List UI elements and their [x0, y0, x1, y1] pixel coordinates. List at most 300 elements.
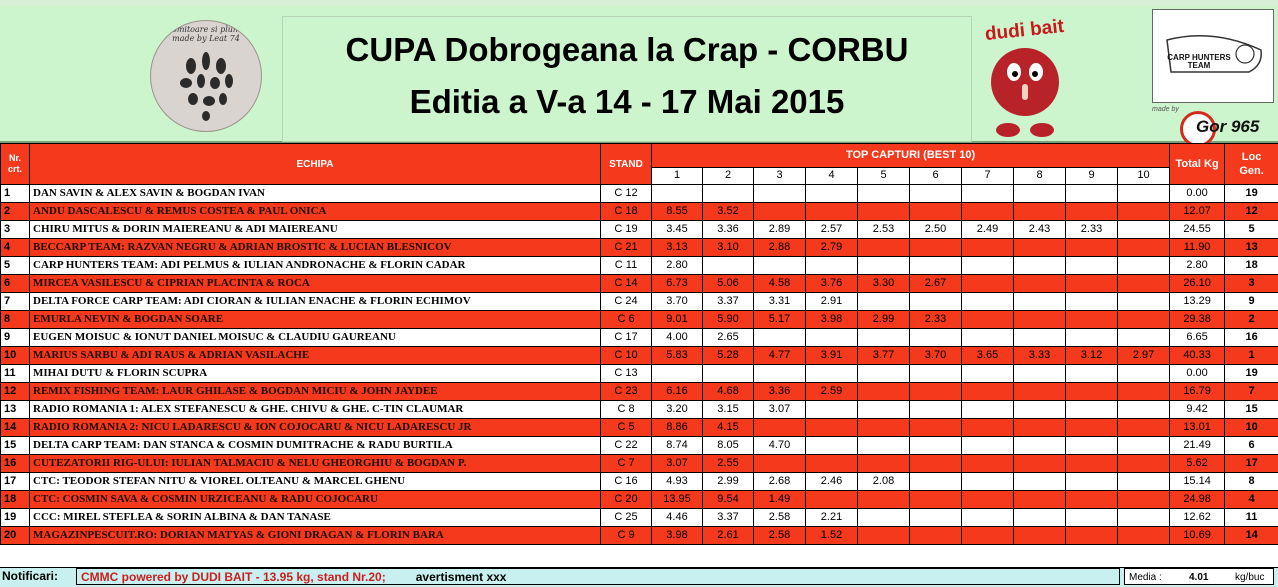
row-total: 0.00	[1170, 185, 1225, 203]
row-loc: 10	[1225, 419, 1278, 437]
row-capture-5	[858, 203, 910, 221]
row-nr: 16	[1, 455, 30, 473]
row-capture-7	[962, 527, 1014, 545]
row-team: BECCARP TEAM: RAZVAN NEGRU & ADRIAN BROSTIC & LUCIAN BLESNICOV	[30, 239, 601, 257]
media-label: Media :	[1129, 569, 1162, 586]
row-capture-8	[1014, 419, 1066, 437]
row-loc: 2	[1225, 311, 1278, 329]
row-team: ANDU DASCALESCU & REMUS COSTEA & PAUL ONICA	[30, 203, 601, 221]
row-nr: 20	[1, 527, 30, 545]
row-capture-9	[1066, 275, 1118, 293]
row-stand: C 14	[601, 275, 652, 293]
table-row	[1, 509, 1278, 527]
row-capture-9	[1066, 455, 1118, 473]
row-capture-10	[1118, 383, 1170, 401]
row-loc: 6	[1225, 437, 1278, 455]
notification-bar	[0, 567, 1278, 587]
row-capture-4	[806, 491, 858, 509]
media-unit: kg/buc	[1235, 569, 1264, 586]
row-loc: 3	[1225, 275, 1278, 293]
row-nr: 9	[1, 329, 30, 347]
results-table	[0, 143, 1278, 545]
row-capture-3	[754, 365, 806, 383]
row-capture-2: 3.52	[703, 203, 754, 221]
lead-weights-icon	[151, 21, 261, 131]
col-capture-10-header: 10	[1118, 167, 1170, 184]
col-team-header: ECHIPA	[30, 144, 601, 185]
row-capture-1: 8.55	[652, 203, 703, 221]
row-team: DAN SAVIN & ALEX SAVIN & BOGDAN IVAN	[30, 185, 601, 203]
row-capture-4: 1.52	[806, 527, 858, 545]
row-capture-3	[754, 455, 806, 473]
col-capture-6-header: 6	[910, 167, 962, 184]
row-nr: 10	[1, 347, 30, 365]
row-capture-8	[1014, 239, 1066, 257]
row-capture-10	[1118, 491, 1170, 509]
row-capture-4	[806, 455, 858, 473]
row-nr: 14	[1, 419, 30, 437]
row-capture-4	[806, 185, 858, 203]
col-capture-7-header: 7	[962, 167, 1014, 184]
row-capture-10	[1118, 239, 1170, 257]
page-subtitle: Editia a V-a 14 - 17 Mai 2015	[283, 83, 971, 121]
row-total: 13.01	[1170, 419, 1225, 437]
row-team: CCC: MIREL STEFLEA & SORIN ALBINA & DAN TANASE	[30, 509, 601, 527]
row-capture-10	[1118, 509, 1170, 527]
row-nr: 11	[1, 365, 30, 383]
row-loc: 17	[1225, 455, 1278, 473]
row-capture-3: 4.77	[754, 347, 806, 365]
row-total: 10.69	[1170, 527, 1225, 545]
row-capture-3: 2.58	[754, 509, 806, 527]
row-stand: C 24	[601, 293, 652, 311]
row-capture-5: 2.53	[858, 221, 910, 239]
row-capture-6	[910, 329, 962, 347]
row-capture-9	[1066, 311, 1118, 329]
row-stand: C 22	[601, 437, 652, 455]
row-capture-5: 2.08	[858, 473, 910, 491]
row-team: CARP HUNTERS TEAM: ADI PELMUS & IULIAN ANDRONACHE & FLORIN CADAR	[30, 257, 601, 275]
row-capture-5	[858, 437, 910, 455]
row-capture-1: 4.46	[652, 509, 703, 527]
row-stand: C 10	[601, 347, 652, 365]
row-capture-10	[1118, 275, 1170, 293]
row-capture-4: 2.57	[806, 221, 858, 239]
row-capture-1: 3.70	[652, 293, 703, 311]
row-capture-7	[962, 329, 1014, 347]
col-top-header: TOP CAPTURI (BEST 10)	[652, 144, 1170, 168]
table-row	[1, 221, 1278, 239]
row-capture-4: 3.91	[806, 347, 858, 365]
row-total: 2.80	[1170, 257, 1225, 275]
row-stand: C 7	[601, 455, 652, 473]
notification-warning: avertisment xxx	[416, 570, 507, 584]
row-capture-5	[858, 491, 910, 509]
row-capture-3	[754, 329, 806, 347]
row-capture-10	[1118, 329, 1170, 347]
row-capture-7	[962, 185, 1014, 203]
dudi-logo-text: dudi bait	[984, 16, 1066, 45]
row-capture-1	[652, 365, 703, 383]
row-capture-10	[1118, 455, 1170, 473]
row-capture-7	[962, 365, 1014, 383]
row-capture-9	[1066, 401, 1118, 419]
row-stand: C 21	[601, 239, 652, 257]
table-row	[1, 347, 1278, 365]
row-stand: C 11	[601, 257, 652, 275]
row-capture-7	[962, 419, 1014, 437]
row-loc: 1	[1225, 347, 1278, 365]
row-capture-1: 6.16	[652, 383, 703, 401]
row-total: 40.33	[1170, 347, 1225, 365]
row-team: RADIO ROMANIA 2: NICU LADARESCU & ION COJOCARU & NICU LADARESCU JR	[30, 419, 601, 437]
table-row	[1, 185, 1278, 203]
row-team: DELTA CARP TEAM: DAN STANCA & COSMIN DUMITRACHE & RADU BURTILA	[30, 437, 601, 455]
row-capture-1: 8.74	[652, 437, 703, 455]
row-capture-1: 4.00	[652, 329, 703, 347]
row-total: 6.65	[1170, 329, 1225, 347]
media-box	[1124, 568, 1274, 585]
row-capture-5	[858, 329, 910, 347]
row-capture-8	[1014, 491, 1066, 509]
row-capture-5	[858, 401, 910, 419]
dudi-bait-logo	[978, 14, 1073, 142]
row-capture-1: 3.07	[652, 455, 703, 473]
row-capture-2: 2.65	[703, 329, 754, 347]
row-capture-8	[1014, 455, 1066, 473]
row-nr: 15	[1, 437, 30, 455]
row-capture-2: 4.68	[703, 383, 754, 401]
table-row	[1, 203, 1278, 221]
row-capture-4	[806, 419, 858, 437]
row-capture-5	[858, 383, 910, 401]
made-by-label: made by	[1152, 106, 1179, 113]
row-capture-1: 2.80	[652, 257, 703, 275]
table-row	[1, 473, 1278, 491]
row-capture-7	[962, 491, 1014, 509]
row-total: 12.07	[1170, 203, 1225, 221]
row-loc: 5	[1225, 221, 1278, 239]
row-capture-6	[910, 185, 962, 203]
row-capture-2	[703, 185, 754, 203]
row-total: 24.98	[1170, 491, 1225, 509]
row-nr: 8	[1, 311, 30, 329]
col-capture-1-header: 1	[652, 167, 703, 184]
row-capture-7: 2.49	[962, 221, 1014, 239]
row-capture-4: 2.46	[806, 473, 858, 491]
row-stand: C 25	[601, 509, 652, 527]
row-total: 21.49	[1170, 437, 1225, 455]
table-row	[1, 311, 1278, 329]
lead-weights-logo	[150, 20, 262, 132]
col-capture-2-header: 2	[703, 167, 754, 184]
row-capture-3: 2.68	[754, 473, 806, 491]
row-loc: 7	[1225, 383, 1278, 401]
row-nr: 5	[1, 257, 30, 275]
row-capture-4	[806, 203, 858, 221]
row-capture-8	[1014, 383, 1066, 401]
row-nr: 19	[1, 509, 30, 527]
row-capture-7	[962, 473, 1014, 491]
header-row	[1, 144, 1278, 168]
row-nr: 7	[1, 293, 30, 311]
row-capture-7	[962, 401, 1014, 419]
row-capture-1: 6.73	[652, 275, 703, 293]
notification-label: Notificari:	[2, 568, 58, 585]
row-capture-3: 4.70	[754, 437, 806, 455]
row-capture-9: 3.12	[1066, 347, 1118, 365]
row-capture-8: 2.43	[1014, 221, 1066, 239]
row-capture-7	[962, 455, 1014, 473]
row-team: CTC: TEODOR STEFAN NITU & VIOREL OLTEANU & MARCEL GHENU	[30, 473, 601, 491]
row-capture-9	[1066, 473, 1118, 491]
row-capture-5	[858, 365, 910, 383]
row-stand: C 18	[601, 203, 652, 221]
row-loc: 11	[1225, 509, 1278, 527]
row-capture-1: 9.01	[652, 311, 703, 329]
media-value: 4.01	[1189, 569, 1208, 586]
row-capture-10	[1118, 527, 1170, 545]
row-capture-7	[962, 509, 1014, 527]
table-row	[1, 275, 1278, 293]
row-nr: 2	[1, 203, 30, 221]
row-stand: C 9	[601, 527, 652, 545]
row-capture-6	[910, 383, 962, 401]
row-capture-5	[858, 509, 910, 527]
row-team: CHIRU MITUS & DORIN MAIEREANU & ADI MAIEREANU	[30, 221, 601, 239]
row-capture-9	[1066, 527, 1118, 545]
row-capture-1: 3.13	[652, 239, 703, 257]
row-total: 29.38	[1170, 311, 1225, 329]
row-capture-6: 2.50	[910, 221, 962, 239]
row-capture-9	[1066, 437, 1118, 455]
row-total: 24.55	[1170, 221, 1225, 239]
row-capture-2: 2.55	[703, 455, 754, 473]
row-capture-5	[858, 455, 910, 473]
row-capture-9	[1066, 257, 1118, 275]
row-capture-1: 8.86	[652, 419, 703, 437]
row-capture-2: 3.37	[703, 293, 754, 311]
row-capture-2: 5.28	[703, 347, 754, 365]
row-capture-2: 8.05	[703, 437, 754, 455]
row-capture-9	[1066, 509, 1118, 527]
row-capture-6	[910, 527, 962, 545]
row-capture-7: 3.65	[962, 347, 1014, 365]
row-capture-6	[910, 401, 962, 419]
row-capture-10	[1118, 203, 1170, 221]
row-stand: C 6	[601, 311, 652, 329]
col-capture-5-header: 5	[858, 167, 910, 184]
row-capture-10: 2.97	[1118, 347, 1170, 365]
row-capture-3: 2.89	[754, 221, 806, 239]
row-capture-4: 3.98	[806, 311, 858, 329]
row-team: MAGAZINPESCUIT.RO: DORIAN MATYAS & GIONI DRAGAN & FLORIN BARA	[30, 527, 601, 545]
row-team: MIHAI DUTU & FLORIN SCUPRA	[30, 365, 601, 383]
row-capture-2	[703, 257, 754, 275]
logo-left-caption: Momitoare si plumbi made by Leat 74	[157, 25, 255, 43]
row-capture-3: 2.58	[754, 527, 806, 545]
row-capture-2: 3.15	[703, 401, 754, 419]
table-row	[1, 293, 1278, 311]
row-capture-2: 4.15	[703, 419, 754, 437]
row-stand: C 16	[601, 473, 652, 491]
row-nr: 17	[1, 473, 30, 491]
col-capture-4-header: 4	[806, 167, 858, 184]
col-stand-header: STAND	[601, 144, 652, 185]
row-capture-8	[1014, 509, 1066, 527]
row-capture-9	[1066, 329, 1118, 347]
col-capture-3-header: 3	[754, 167, 806, 184]
results-body	[1, 185, 1278, 545]
row-capture-7	[962, 383, 1014, 401]
row-capture-10	[1118, 419, 1170, 437]
row-capture-6	[910, 365, 962, 383]
row-team: EUGEN MOISUC & IONUT DANIEL MOISUC & CLAUDIU GAUREANU	[30, 329, 601, 347]
row-capture-2: 3.37	[703, 509, 754, 527]
row-stand: C 17	[601, 329, 652, 347]
table-row	[1, 455, 1278, 473]
row-capture-5	[858, 239, 910, 257]
table-row	[1, 239, 1278, 257]
row-nr: 1	[1, 185, 30, 203]
row-team: RADIO ROMANIA 1: ALEX STEFANESCU & GHE. CHIVU & GHE. C-TIN CLAUMAR	[30, 401, 601, 419]
row-capture-10	[1118, 365, 1170, 383]
row-capture-6	[910, 473, 962, 491]
row-loc: 16	[1225, 329, 1278, 347]
row-nr: 4	[1, 239, 30, 257]
row-total: 11.90	[1170, 239, 1225, 257]
row-capture-4	[806, 437, 858, 455]
row-capture-2: 2.99	[703, 473, 754, 491]
row-capture-4	[806, 401, 858, 419]
row-capture-8	[1014, 257, 1066, 275]
row-stand: C 19	[601, 221, 652, 239]
row-capture-8	[1014, 275, 1066, 293]
row-capture-10	[1118, 221, 1170, 239]
notification-text	[76, 568, 1120, 585]
row-nr: 6	[1, 275, 30, 293]
row-capture-7	[962, 437, 1014, 455]
row-capture-4: 2.59	[806, 383, 858, 401]
row-capture-9	[1066, 203, 1118, 221]
row-capture-6	[910, 419, 962, 437]
row-capture-3	[754, 185, 806, 203]
row-capture-8	[1014, 329, 1066, 347]
row-loc: 19	[1225, 185, 1278, 203]
row-capture-10	[1118, 185, 1170, 203]
row-capture-3	[754, 257, 806, 275]
row-capture-6	[910, 491, 962, 509]
row-total: 9.42	[1170, 401, 1225, 419]
row-capture-1: 3.20	[652, 401, 703, 419]
col-capture-9-header: 9	[1066, 167, 1118, 184]
row-capture-2	[703, 365, 754, 383]
row-total: 5.62	[1170, 455, 1225, 473]
row-capture-7	[962, 311, 1014, 329]
row-capture-5	[858, 419, 910, 437]
row-loc: 15	[1225, 401, 1278, 419]
row-total: 12.62	[1170, 509, 1225, 527]
row-capture-4: 2.21	[806, 509, 858, 527]
row-capture-4	[806, 365, 858, 383]
row-capture-8	[1014, 293, 1066, 311]
row-capture-6	[910, 437, 962, 455]
row-capture-3: 3.36	[754, 383, 806, 401]
row-capture-8	[1014, 401, 1066, 419]
row-total: 15.14	[1170, 473, 1225, 491]
row-team: REMIX FISHING TEAM: LAUR GHILASE & BOGDAN MICIU & JOHN JAYDEE	[30, 383, 601, 401]
row-capture-1: 3.98	[652, 527, 703, 545]
table-row	[1, 401, 1278, 419]
row-capture-9	[1066, 383, 1118, 401]
row-capture-8	[1014, 473, 1066, 491]
row-capture-3: 5.17	[754, 311, 806, 329]
row-stand: C 13	[601, 365, 652, 383]
row-capture-1: 4.93	[652, 473, 703, 491]
table-row	[1, 329, 1278, 347]
carp-hunters-team-logo	[1152, 9, 1274, 103]
row-capture-3	[754, 203, 806, 221]
row-capture-9	[1066, 239, 1118, 257]
col-total-header: Total Kg	[1170, 144, 1225, 185]
row-loc: 18	[1225, 257, 1278, 275]
row-nr: 3	[1, 221, 30, 239]
gor-logo-text: Gor 965	[1196, 117, 1259, 137]
col-nr-header: Nr. crt.	[1, 144, 30, 185]
row-capture-8	[1014, 185, 1066, 203]
table-row	[1, 257, 1278, 275]
row-capture-5: 2.99	[858, 311, 910, 329]
row-nr: 12	[1, 383, 30, 401]
row-team: MIRCEA VASILESCU & CIPRIAN PLACINTA & ROCA	[30, 275, 601, 293]
row-nr: 13	[1, 401, 30, 419]
row-capture-10	[1118, 401, 1170, 419]
row-capture-10	[1118, 257, 1170, 275]
row-total: 0.00	[1170, 365, 1225, 383]
row-capture-6: 3.70	[910, 347, 962, 365]
row-capture-2: 9.54	[703, 491, 754, 509]
row-capture-2: 3.10	[703, 239, 754, 257]
row-capture-9: 2.33	[1066, 221, 1118, 239]
row-capture-5	[858, 527, 910, 545]
row-capture-4	[806, 329, 858, 347]
row-total: 26.10	[1170, 275, 1225, 293]
table-row	[1, 365, 1278, 383]
row-loc: 12	[1225, 203, 1278, 221]
row-capture-6	[910, 203, 962, 221]
row-stand: C 12	[601, 185, 652, 203]
row-capture-3: 1.49	[754, 491, 806, 509]
row-capture-3: 3.07	[754, 401, 806, 419]
row-capture-10	[1118, 437, 1170, 455]
row-capture-8	[1014, 527, 1066, 545]
row-capture-7	[962, 275, 1014, 293]
table-row	[1, 527, 1278, 545]
row-capture-7	[962, 203, 1014, 221]
row-capture-8	[1014, 365, 1066, 383]
row-capture-9	[1066, 293, 1118, 311]
row-team: EMURLA NEVIN & BOGDAN SOARE	[30, 311, 601, 329]
row-capture-9	[1066, 419, 1118, 437]
row-stand: C 5	[601, 419, 652, 437]
row-loc: 14	[1225, 527, 1278, 545]
row-stand: C 20	[601, 491, 652, 509]
row-capture-9	[1066, 491, 1118, 509]
row-capture-4: 2.79	[806, 239, 858, 257]
row-capture-4	[806, 257, 858, 275]
row-capture-7	[962, 257, 1014, 275]
page-header	[0, 6, 1278, 143]
